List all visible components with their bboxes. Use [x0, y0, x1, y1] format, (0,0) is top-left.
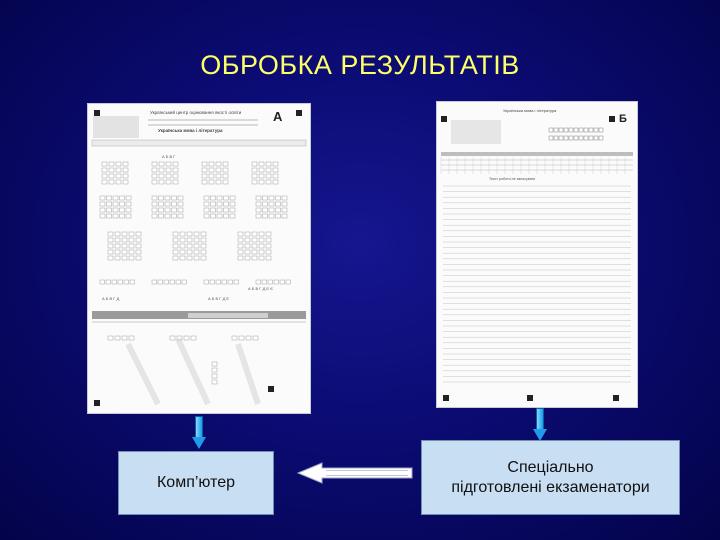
examiners-label: Спеціально підготовлені екзаменатори	[451, 458, 650, 496]
sheet-letter-b: Б	[619, 113, 627, 125]
corner-marker	[94, 110, 100, 116]
corner-marker	[527, 395, 533, 401]
writing-lines	[443, 186, 631, 382]
left-arrow-icon	[296, 462, 414, 484]
corner-marker	[296, 110, 302, 116]
computer-label: Комп’ютер	[156, 474, 236, 491]
corner-marker	[94, 400, 100, 406]
computer-box	[118, 451, 274, 515]
corner-marker	[613, 395, 619, 401]
sheet-a-subject: Українська мова і література	[158, 128, 223, 133]
corner-marker	[268, 386, 274, 392]
sheet-a-header: Український центр оцінювання якості освіти	[150, 110, 242, 115]
answer-sheet-b	[437, 102, 637, 407]
svg-text:А Б В Г Д Е: А Б В Г Д Е	[208, 296, 230, 301]
corner-marker	[441, 116, 447, 122]
answer-grid-a	[100, 162, 291, 284]
down-arrow-icon	[192, 416, 206, 450]
corner-marker	[443, 395, 449, 401]
corner-marker	[609, 116, 615, 122]
sheet-b-header: Українська мова і література	[503, 108, 557, 113]
sheet-letter-a: А	[273, 109, 283, 124]
answer-sheet-a	[88, 104, 310, 413]
svg-text:А Б В Г: А Б В Г	[162, 154, 176, 159]
svg-text:А Б В Г Д Е Є: А Б В Г Д Е Є	[248, 286, 274, 291]
answer-sheet-b-drawing	[437, 102, 637, 407]
down-arrow-icon	[533, 408, 547, 442]
slide-title: ОБРОБКА РЕЗУЛЬТАТІВ	[200, 50, 520, 80]
svg-text:Текст роботи не записувати: Текст роботи не записувати	[489, 177, 536, 181]
svg-text:А Б В Г Д: А Б В Г Д	[102, 296, 120, 301]
examiners-box	[421, 440, 680, 515]
answer-sheet-a-drawing	[88, 104, 310, 413]
